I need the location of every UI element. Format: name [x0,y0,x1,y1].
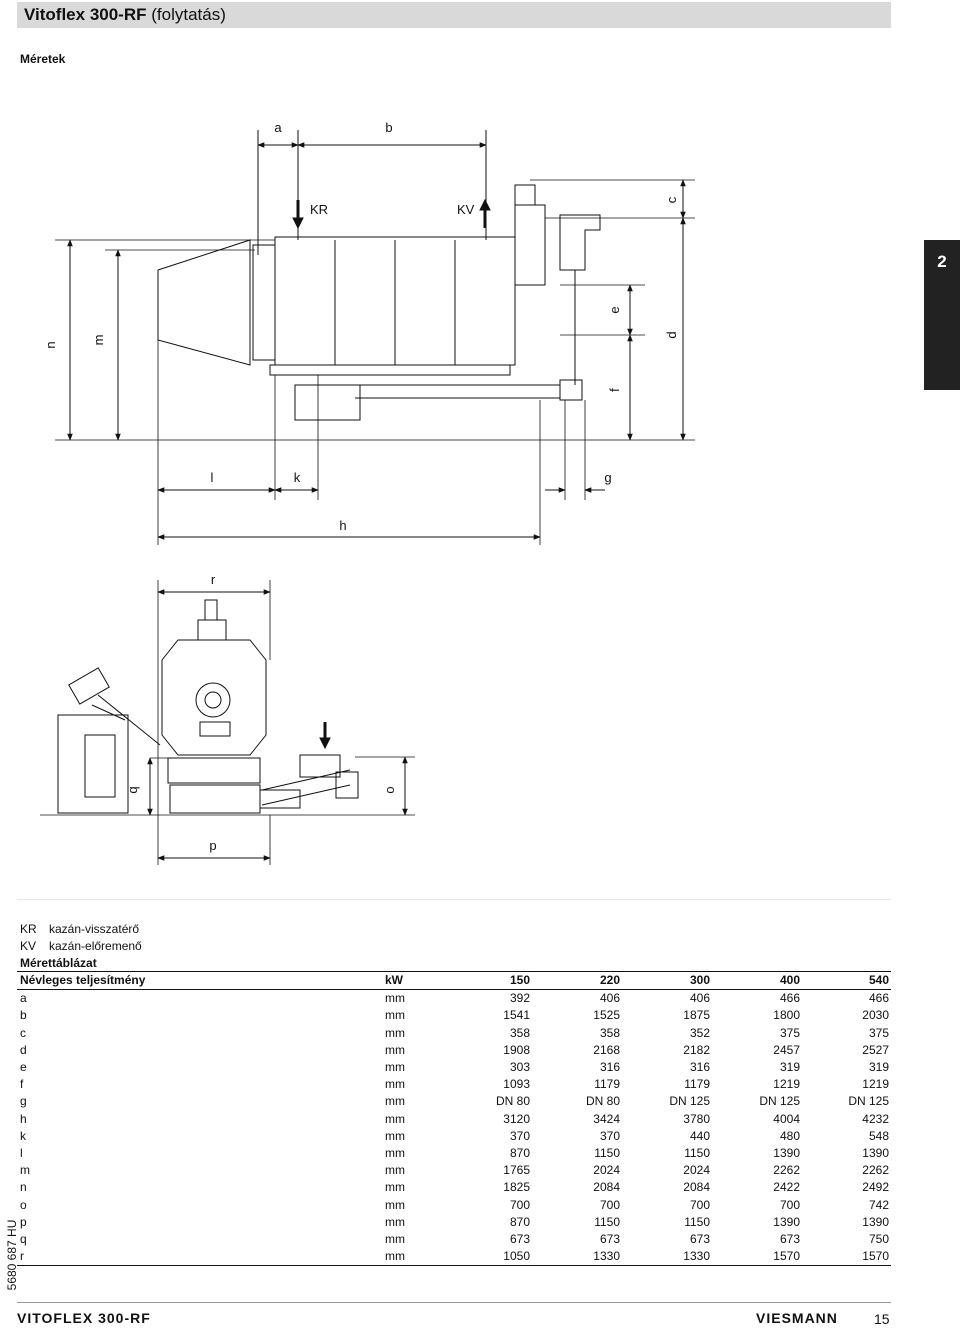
row-value: 466 [868,991,889,1006]
label-l: l [210,470,214,485]
row-key: d [20,1042,27,1057]
table-row [17,1059,891,1076]
row-unit: mm [385,1128,405,1143]
fire-door-center [205,692,221,708]
row-value: 1150 [594,1214,620,1229]
feed-screw-top [262,770,350,790]
row-key: b [20,1008,27,1023]
row-key: r [17,1248,382,1266]
row-value: 1570 [802,1248,891,1266]
row-key: e [20,1060,27,1075]
row-value: 1219 [862,1077,889,1092]
row-value: 1150 [684,1214,710,1229]
title-brand: Vitoflex 300-RF [24,5,147,24]
row-unit: mm [385,1060,405,1075]
row-unit: mm [382,1248,442,1266]
row-key: q [20,1232,27,1247]
row-value: 673 [599,1232,620,1247]
row-value: 1330 [622,1248,712,1266]
row-value: 750 [868,1232,889,1247]
front-base-frame [168,758,260,783]
row-value: 2084 [593,1180,620,1195]
legend-kv-text: kazán-előremenő [49,939,142,953]
row-value: 392 [509,991,530,1006]
row-value: 375 [779,1025,800,1040]
front-top-flange [198,620,226,640]
row-unit: mm [385,991,405,1006]
footer-product: VITOFLEX 300-RF [17,1310,151,1326]
row-value: DN 80 [495,1094,530,1109]
table-row [17,1145,891,1162]
row-value: 1541 [503,1008,530,1023]
row-value: 3120 [503,1111,530,1126]
row-unit: mm [385,1008,405,1023]
row-value: 1150 [594,1146,620,1161]
table-row [17,1025,891,1042]
table-row [17,1093,891,1110]
row-value: 370 [509,1128,530,1143]
boiler-base [270,365,510,375]
fire-door [196,683,230,717]
table-row [17,1007,891,1024]
row-value: 440 [689,1128,710,1143]
row-value: 2422 [773,1180,800,1195]
row-unit: mm [385,1077,405,1092]
page-number: 15 [874,1311,890,1327]
row-key: n [20,1180,27,1195]
table-row [17,1042,891,1059]
table-row [17,1179,891,1196]
row-value: 1875 [683,1008,710,1023]
table-row [17,1111,891,1128]
row-unit: mm [385,1146,405,1161]
row-value: 4004 [773,1111,800,1126]
row-value: 406 [689,991,710,1006]
row-value: 406 [599,991,620,1006]
row-key: o [20,1197,27,1212]
header-value: 220 [532,972,622,990]
legend-kv-code: KV [20,939,37,953]
label-k: k [293,470,301,485]
row-value: 1390 [773,1214,800,1229]
label-r: r [210,572,216,587]
row-value: 742 [868,1197,889,1212]
row-unit: mm [385,1232,405,1247]
label-f: f [607,388,622,392]
legend-kv [20,939,142,953]
chapter-tab-number: 2 [937,252,947,271]
footer-rule [17,1302,891,1303]
front-motor [260,790,300,808]
row-value: 480 [779,1128,800,1143]
row-value: 1908 [503,1042,530,1057]
table-row [17,1128,891,1145]
row-value: 319 [779,1060,800,1075]
silo-feed-pipe [98,695,160,745]
fuel-silo-window [85,735,115,797]
row-value: 700 [779,1197,800,1212]
table-row [17,1076,891,1093]
table-row [17,1197,891,1214]
row-value: 1050 [442,1248,532,1266]
label-kv: KV [457,202,475,217]
label-n: n [43,341,58,349]
legend-kr-code: KR [20,922,37,936]
label-h: h [339,518,347,533]
row-value: 1179 [594,1077,620,1092]
row-value: DN 125 [669,1094,710,1109]
row-key: k [20,1128,26,1143]
row-value: 3424 [593,1111,620,1126]
row-value: 303 [509,1060,530,1075]
row-value: 2492 [862,1180,889,1195]
row-value: 2527 [862,1042,889,1057]
row-value: 673 [689,1232,710,1247]
row-value: 1390 [862,1214,889,1229]
row-value: 1390 [862,1146,889,1161]
dimension-table [17,971,891,1266]
document-number: 5680 687 HU [5,1219,19,1291]
row-value: 1525 [593,1008,620,1023]
row-value: 1179 [684,1077,710,1092]
header-label: Névleges teljesítmény [17,972,382,990]
flow-pipe [560,215,600,270]
row-key: l [20,1146,23,1161]
row-value: 2024 [593,1163,620,1178]
label-a: a [274,120,282,135]
row-value: 700 [599,1197,620,1212]
row-value: 2168 [593,1042,620,1057]
row-value: 316 [689,1060,710,1075]
row-value: 1150 [684,1146,710,1161]
kr-arrow-icon [293,218,303,228]
row-value: 319 [868,1060,889,1075]
row-value: 870 [509,1214,530,1229]
cyclone-housing [158,240,250,365]
row-value: 673 [779,1232,800,1247]
row-value: 2084 [683,1180,710,1195]
top-connector [515,185,535,205]
label-b: b [385,120,393,135]
side-valve-block [515,205,545,285]
label-g: g [604,470,612,485]
row-value: 2457 [773,1042,800,1057]
row-value: 1570 [712,1248,802,1266]
header-value: 300 [622,972,712,990]
row-value: 370 [599,1128,620,1143]
row-value: 1825 [503,1180,530,1195]
row-value: 673 [509,1232,530,1247]
label-d: d [664,331,679,339]
boiler-front-panel [253,245,275,360]
row-value: 3780 [683,1111,710,1126]
row-unit: mm [385,1163,405,1178]
feed-screw-end [336,772,358,798]
table-title: Mérettáblázat [20,956,97,970]
table-row [17,1248,891,1266]
ash-container [295,385,360,420]
row-value: 352 [689,1025,710,1040]
row-value: 4232 [862,1111,889,1126]
row-value: 316 [599,1060,620,1075]
row-value: 2262 [773,1163,800,1178]
front-ash-unit [170,785,260,813]
row-value: 2262 [862,1163,889,1178]
label-q: q [125,786,140,794]
row-value: DN 125 [759,1094,800,1109]
front-badge [200,722,230,736]
row-key: f [20,1077,24,1092]
boiler-front-housing [162,640,266,755]
section-label: Méretek [20,52,66,66]
row-unit: mm [385,1214,405,1229]
row-value: 700 [689,1197,710,1212]
row-unit: mm [385,1197,405,1212]
table-header-row [17,972,891,990]
row-value: 1390 [773,1146,800,1161]
row-value: 1093 [503,1077,530,1092]
row-key: c [20,1025,26,1040]
row-value: 700 [509,1197,530,1212]
label-kr: KR [310,202,329,217]
title-suffix: (folytatás) [151,5,226,24]
row-value: 870 [509,1146,530,1161]
row-key: g [20,1094,27,1109]
legend-kr-text: kazán-visszatérő [49,922,140,936]
row-unit: mm [385,1111,405,1126]
row-value: 1219 [773,1077,800,1092]
viessmann-logo: VIESMANN [756,1310,838,1326]
table-row [17,1214,891,1231]
row-value: 358 [509,1025,530,1040]
row-key: a [20,991,27,1006]
table-row [17,990,891,1008]
flue-outlet [560,380,582,400]
front-top-connector [205,600,217,620]
label-m: m [91,334,106,346]
row-value: 375 [868,1025,889,1040]
row-value: 548 [868,1128,889,1143]
front-kr-arrow-icon [320,738,330,748]
row-unit: mm [385,1180,405,1195]
row-value: 2182 [683,1042,710,1057]
row-value: DN 80 [585,1094,620,1109]
table-row [17,1162,891,1179]
row-value: 466 [779,991,800,1006]
row-value: 1330 [532,1248,622,1266]
header-value: 150 [442,972,532,990]
legend-kr [20,922,139,936]
row-unit: mm [385,1042,405,1057]
label-o: o [382,786,397,794]
header-value: 400 [712,972,802,990]
row-value: 2024 [683,1163,710,1178]
row-value: 1765 [503,1163,530,1178]
row-unit: mm [385,1025,405,1040]
row-key: h [20,1111,27,1126]
kv-arrow-icon [480,200,490,210]
row-value: 2030 [862,1008,889,1023]
label-e: e [607,306,622,314]
row-value: DN 125 [848,1094,889,1109]
row-key: m [20,1163,30,1178]
feed-screw-bottom [262,785,350,805]
header-value: 540 [802,972,891,990]
row-value: 1800 [773,1008,800,1023]
row-value: 358 [599,1025,620,1040]
table-row [17,1231,891,1248]
row-unit: mm [385,1094,405,1109]
row-key: p [20,1214,27,1229]
header-unit: kW [382,972,442,990]
fuel-silo [58,715,128,813]
label-c: c [664,196,679,204]
label-p: p [209,838,217,853]
